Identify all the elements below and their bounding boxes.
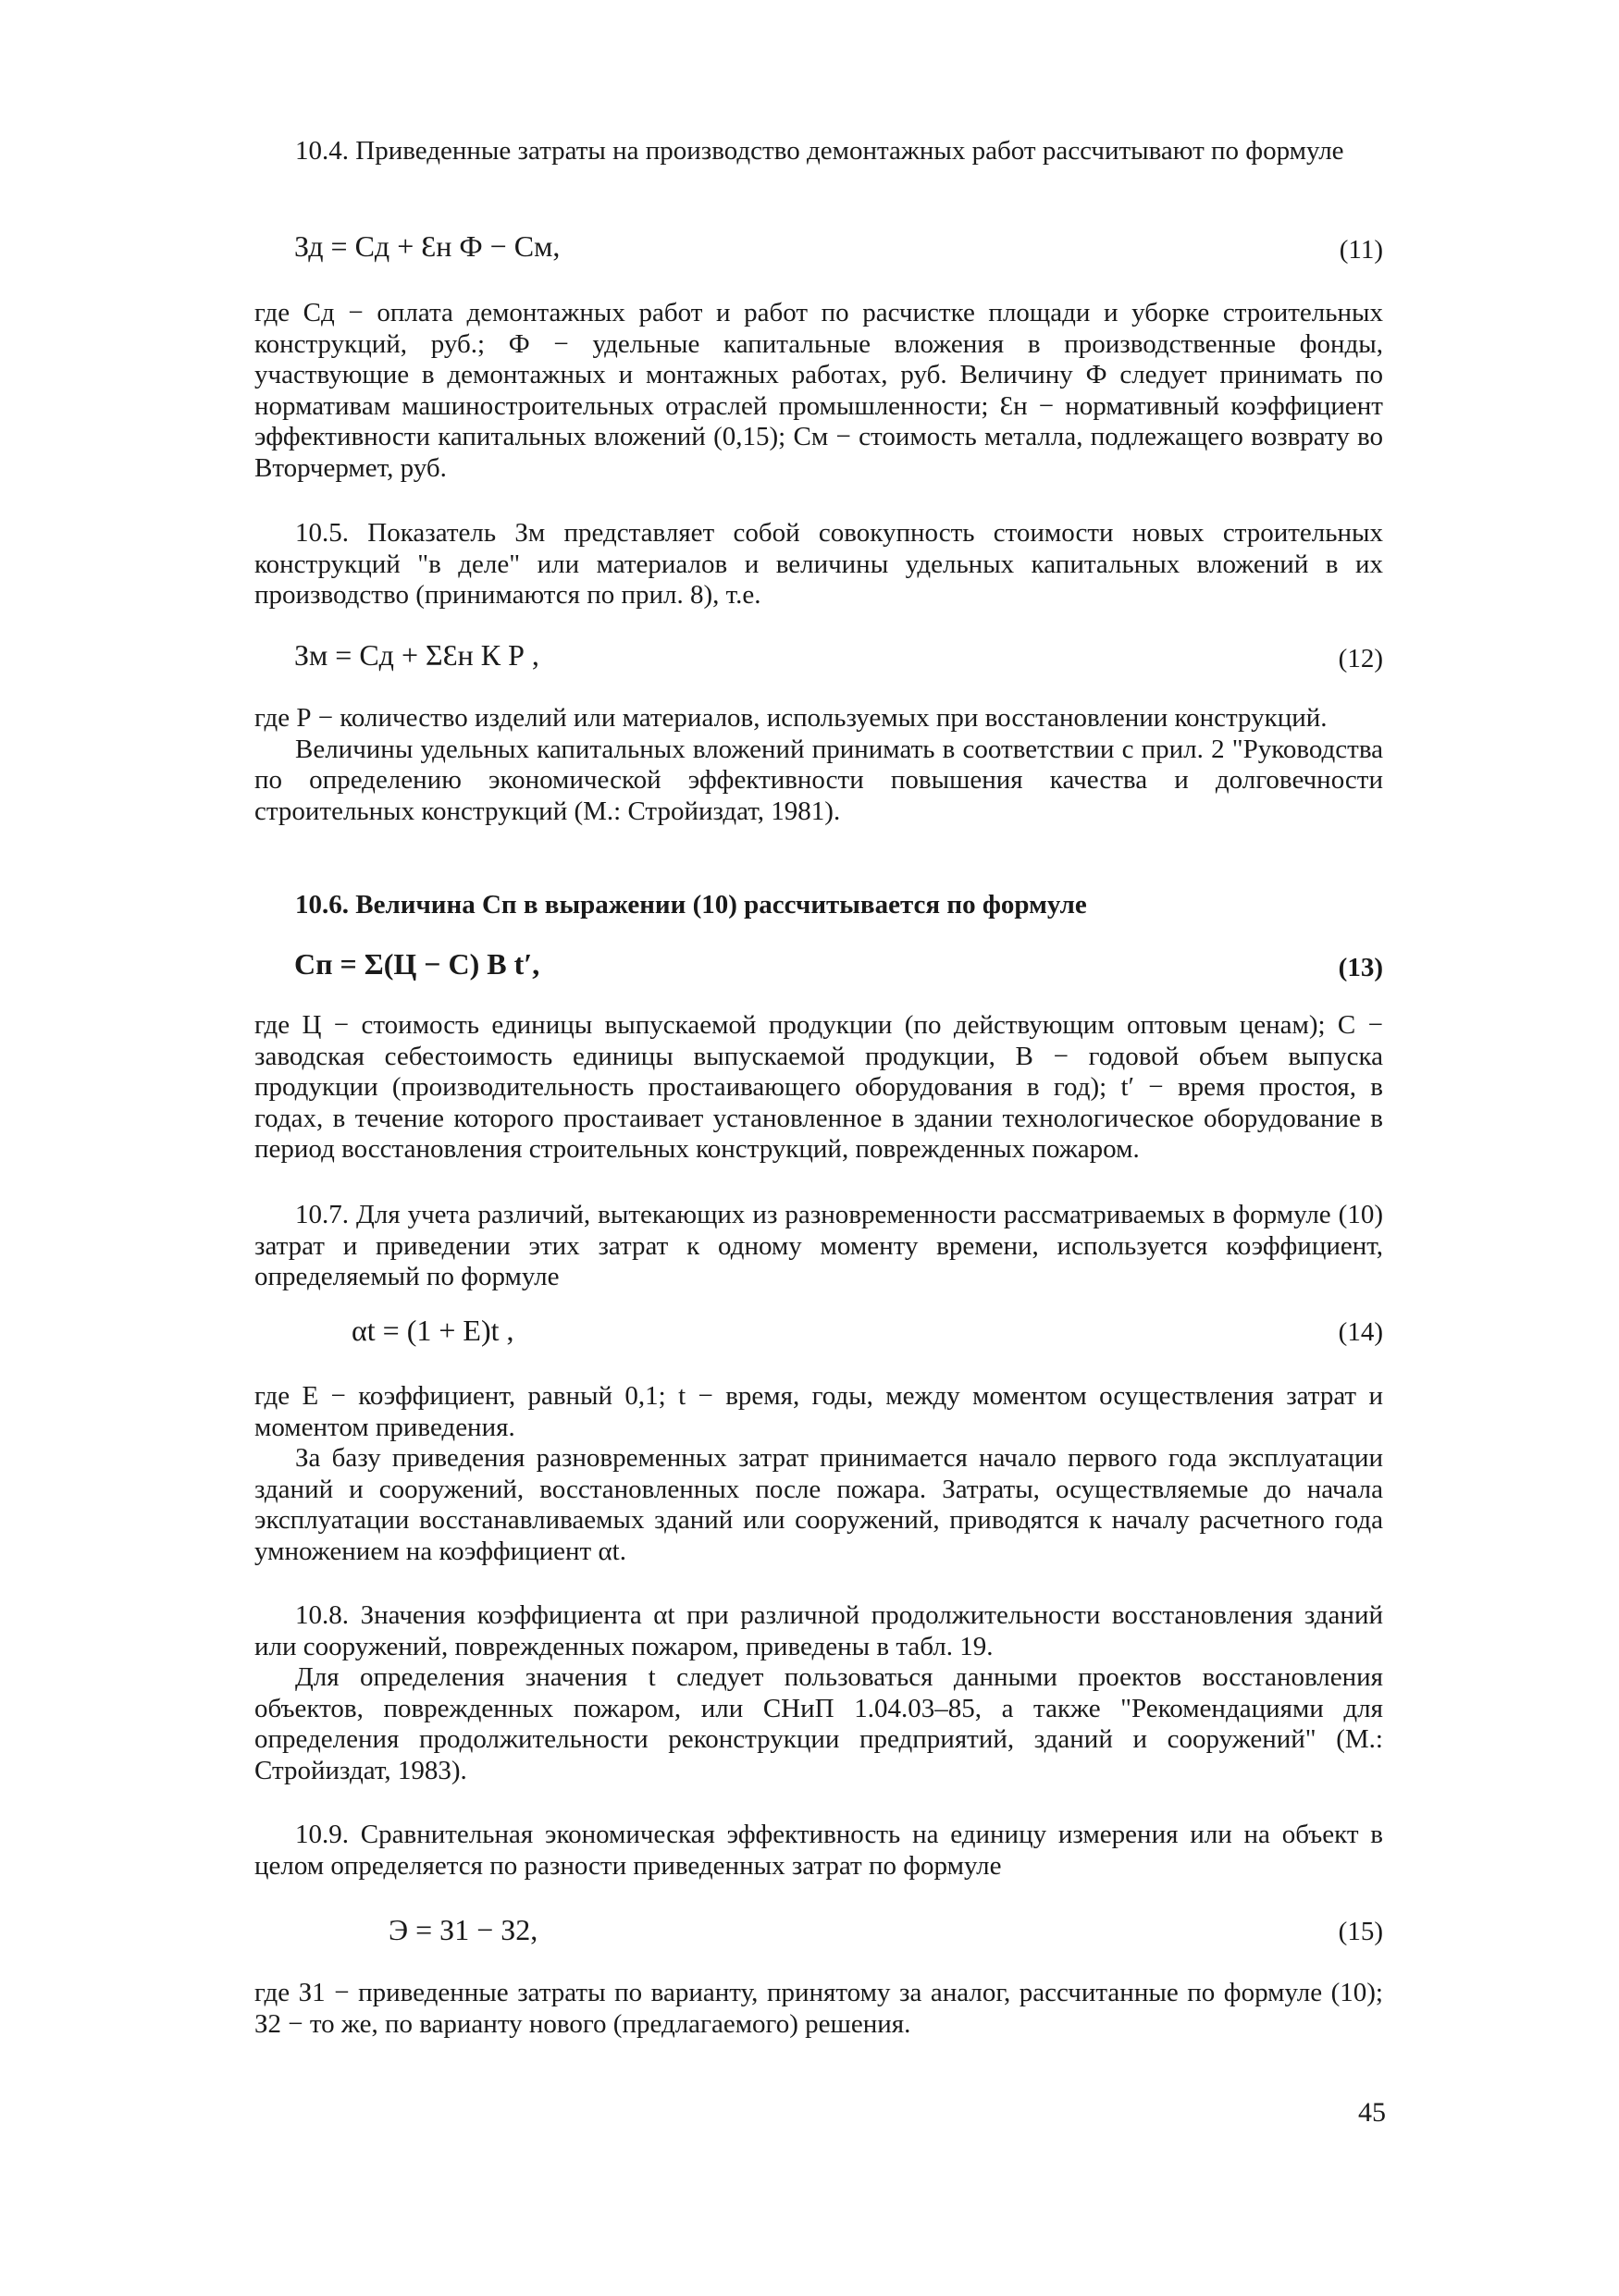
paragraph-10-8: 10.8. Значения коэффициента αt при различной продолжительности восстановления зданий или сооружений, поврежденных пожаром, приведены в табл. 19. <box>254 1600 1383 1661</box>
formula-12-number: (12) <box>1338 644 1383 673</box>
formula-11: Зд = Сд + Ɛн Ф − См, <box>294 229 561 263</box>
paragraph-reduction-base: За базу приведения разновременных затрат принимается начало первого года эксплуатации зданий и сооружений, восстановленных после пожара. Затраты, осуществляемые до начала эксплуатации восстанавливаемых зданий или сооружений, приводятся к началу расчетного года умножением на коэффициент αt. <box>254 1443 1383 1566</box>
formula-12-definitions: где Р − количество изделий или материалов, используемых при восстановлении конструкций. <box>254 703 1328 733</box>
formula-13-number: (13) <box>1338 953 1383 982</box>
paragraph-capital-investments: Величины удельных капитальных вложений принимать в соответствии с прил. 2 "Руководства по определению экономической эффективности повышения качества и долговечности строительных конструкций (М.: Стройиздат, 1981). <box>254 734 1383 826</box>
formula-11-definitions: где Сд − оплата демонтажных работ и работ по расчистке площади и уборке строительных конструкций, руб.; Ф − удельные капитальные вложения в производственные фонды, участвующие в демонтажных и монтажных работах, руб. Величину Ф следует принимать по нормативам машиностроительных отраслей промышленности; Ɛн − нормативный коэффициент эффективности капитальных вложений (0,15); См − стоимость металла, подлежащего возврату во Вторчермет, руб. <box>254 298 1383 483</box>
formula-14-number: (14) <box>1338 1317 1383 1347</box>
paragraph-10-4: 10.4. Приведенные затраты на производство демонтажных работ рассчитывают по формуле <box>295 136 1344 166</box>
paragraph-10-5: 10.5. Показатель Зм представляет собой совокупность стоимости новых строительных конструкций "в деле" или материалов и величины удельных капитальных вложений в их производство (принимаются по прил. 8), т.е. <box>254 518 1383 611</box>
formula-13-definitions: где Ц − стоимость единицы выпускаемой продукции (по действующим оптовым ценам); С − заводская себестоимость единицы выпускаемой продукции, В − годовой объем выпуска продукции (производительность простаивающего оборудования в год); t′ − время простоя, в годах, в течение которого простаивает установленное в здании технологическое оборудование в период восстановления строительных конструкций, поврежденных пожаром. <box>254 1010 1383 1165</box>
paragraph-10-6: 10.6. Величина Сп в выражении (10) рассчитывается по формуле <box>295 890 1087 920</box>
paragraph-10-9: 10.9. Сравнительная экономическая эффективность на единицу измерения или на объект в целом определяется по разности приведенных затрат по формуле <box>254 1820 1383 1881</box>
formula-13: Сп = Σ(Ц − С) В t′, <box>294 947 540 981</box>
formula-12: Зм = Сд + ΣƐн К Р , <box>294 638 539 672</box>
formula-15-number: (15) <box>1338 1917 1383 1946</box>
formula-15-definitions: где З1 − приведенные затраты по варианту, принятому за аналог, рассчитанные по формуле (10); З2 − то же, по варианту нового (предлагаемого) решения. <box>254 1978 1383 2039</box>
page-number: 45 <box>1358 2097 1386 2128</box>
paragraph-10-7: 10.7. Для учета различий, вытекающих из разновременности рассматриваемых в формуле (10) затрат и приведении этих затрат к одному моменту времени, используется коэффициент, определяемый по формуле <box>254 1200 1383 1292</box>
paragraph-duration-sources: Для определения значения t следует пользоваться данными проектов восстановления объектов, поврежденных пожаром, или СНиП 1.04.03–85, а также "Рекомендациями для определения продолжительности реконструкции предприятий, зданий и сооружений" (М.: Стройиздат, 1983). <box>254 1662 1383 1785</box>
formula-14: αt = (1 + Е)t , <box>352 1314 514 1347</box>
formula-14-definitions: где Е − коэффициент, равный 0,1; t − время, годы, между моментом осуществления затрат и моментом приведения. <box>254 1381 1383 1442</box>
formula-15: Э = З1 − З2, <box>389 1913 538 1946</box>
formula-11-number: (11) <box>1339 235 1383 265</box>
